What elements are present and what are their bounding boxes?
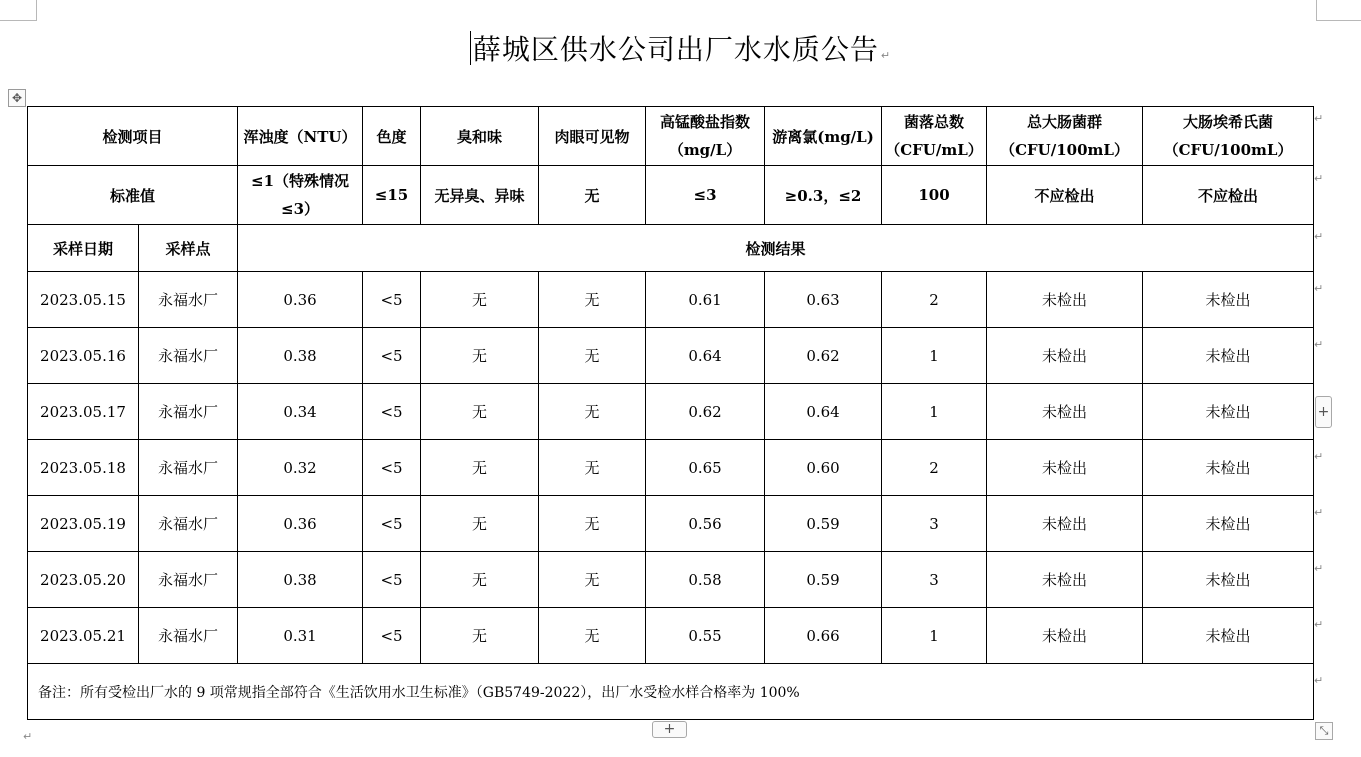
table-row xyxy=(28,384,1314,440)
standard-value[interactable]: 不应检出 xyxy=(1143,166,1314,225)
subheader-results[interactable]: 检测结果 xyxy=(238,225,1314,272)
table-row xyxy=(28,608,1314,664)
table-row xyxy=(28,496,1314,552)
result-cell[interactable]: <5 xyxy=(363,384,421,440)
result-cell[interactable]: 未检出 xyxy=(1143,328,1314,384)
table-row xyxy=(28,328,1314,384)
result-cell[interactable]: 0.66 xyxy=(765,608,882,664)
result-cell[interactable]: 无 xyxy=(421,384,539,440)
result-cell[interactable]: 0.65 xyxy=(646,440,765,496)
result-cell[interactable]: 0.34 xyxy=(238,384,363,440)
note-text[interactable]: 备注：所有受检出厂水的 9 项常规指全部符合《生活饮用水卫生标准》（GB5749-2022），出厂水受检水样合格率为 100% xyxy=(28,664,1314,720)
standard-value[interactable]: 无 xyxy=(539,166,646,225)
result-cell[interactable]: 无 xyxy=(539,496,646,552)
text-cursor xyxy=(470,31,471,65)
result-cell[interactable]: 0.59 xyxy=(765,552,882,608)
header-odor[interactable]: 臭和味 xyxy=(421,107,539,166)
standard-value[interactable]: ≤3 xyxy=(646,166,765,225)
result-cell[interactable]: 未检出 xyxy=(987,608,1143,664)
table-row xyxy=(28,440,1314,496)
result-cell[interactable]: 未检出 xyxy=(1143,272,1314,328)
sample-point[interactable]: 永福水厂 xyxy=(139,272,238,328)
row-end-mark: ↵ xyxy=(1314,172,1324,185)
standard-value[interactable]: 不应检出 xyxy=(987,166,1143,225)
document-title[interactable] xyxy=(0,28,1361,68)
result-cell[interactable]: <5 xyxy=(363,496,421,552)
water-quality-table xyxy=(27,106,1314,720)
result-cell[interactable]: 0.58 xyxy=(646,552,765,608)
result-cell[interactable]: 无 xyxy=(421,440,539,496)
add-row-button[interactable]: + xyxy=(652,721,687,738)
result-cell[interactable]: 未检出 xyxy=(987,552,1143,608)
result-cell[interactable]: 1 xyxy=(882,384,987,440)
subheader-date[interactable]: 采样日期 xyxy=(28,225,139,272)
result-cell[interactable]: 3 xyxy=(882,496,987,552)
result-cell[interactable]: 未检出 xyxy=(987,440,1143,496)
sample-point[interactable]: 永福水厂 xyxy=(139,496,238,552)
result-cell[interactable]: <5 xyxy=(363,328,421,384)
standard-value[interactable]: 无异臭、异味 xyxy=(421,166,539,225)
result-cell[interactable]: 未检出 xyxy=(987,272,1143,328)
standard-value[interactable]: 100 xyxy=(882,166,987,225)
note-row xyxy=(28,664,1314,720)
result-cell[interactable]: 无 xyxy=(421,328,539,384)
header-item-cell[interactable]: 检测项目 xyxy=(28,107,238,166)
row-end-mark: ↵ xyxy=(1314,674,1324,687)
paragraph-mark: ↵ xyxy=(23,730,33,743)
result-cell[interactable]: 未检出 xyxy=(1143,440,1314,496)
subheader-row xyxy=(28,225,1314,272)
row-end-mark: ↵ xyxy=(1314,506,1324,519)
result-cell[interactable]: 0.60 xyxy=(765,440,882,496)
result-cell[interactable]: 0.38 xyxy=(238,328,363,384)
result-cell[interactable]: 0.36 xyxy=(238,272,363,328)
result-cell[interactable]: <5 xyxy=(363,440,421,496)
result-cell[interactable]: 0.62 xyxy=(765,328,882,384)
add-column-button[interactable]: + xyxy=(1315,396,1332,428)
subheader-point[interactable]: 采样点 xyxy=(139,225,238,272)
result-cell[interactable]: 2 xyxy=(882,272,987,328)
result-cell[interactable]: 0.63 xyxy=(765,272,882,328)
sample-point[interactable]: 永福水厂 xyxy=(139,440,238,496)
result-cell[interactable]: 无 xyxy=(421,496,539,552)
result-cell[interactable]: 未检出 xyxy=(987,384,1143,440)
result-cell[interactable]: 无 xyxy=(421,272,539,328)
result-cell[interactable]: 未检出 xyxy=(1143,496,1314,552)
result-cell[interactable]: 未检出 xyxy=(1143,608,1314,664)
result-cell[interactable]: 无 xyxy=(421,608,539,664)
header-colony-count[interactable]: 菌落总数（CFU/mL） xyxy=(882,107,987,166)
sample-date[interactable]: 2023.05.16 xyxy=(28,328,139,384)
header-permanganate[interactable]: 高锰酸盐指数（mg/L） xyxy=(646,107,765,166)
result-cell[interactable]: 0.55 xyxy=(646,608,765,664)
result-cell[interactable]: 无 xyxy=(539,552,646,608)
row-end-mark: ↵ xyxy=(1314,112,1324,125)
sample-point[interactable]: 永福水厂 xyxy=(139,552,238,608)
result-cell[interactable]: 0.31 xyxy=(238,608,363,664)
table-resize-icon[interactable]: ⤡ xyxy=(1315,722,1333,740)
result-cell[interactable]: 1 xyxy=(882,608,987,664)
sample-date[interactable]: 2023.05.15 xyxy=(28,272,139,328)
header-turbidity[interactable]: 浑浊度（NTU） xyxy=(238,107,363,166)
result-cell[interactable]: 未检出 xyxy=(987,496,1143,552)
header-e-coli[interactable]: 大肠埃希氏菌（CFU/100mL） xyxy=(1143,107,1314,166)
result-cell[interactable]: 0.32 xyxy=(238,440,363,496)
result-cell[interactable]: 无 xyxy=(539,328,646,384)
standard-value[interactable]: ≤15 xyxy=(363,166,421,225)
result-cell[interactable]: 0.36 xyxy=(238,496,363,552)
header-free-chlorine[interactable]: 游离氯(mg/L) xyxy=(765,107,882,166)
header-row xyxy=(28,107,1314,166)
header-total-coliform[interactable]: 总大肠菌群（CFU/100mL） xyxy=(987,107,1143,166)
result-cell[interactable]: 无 xyxy=(539,384,646,440)
sample-point[interactable]: 永福水厂 xyxy=(139,608,238,664)
table-row xyxy=(28,552,1314,608)
result-cell[interactable]: <5 xyxy=(363,552,421,608)
result-cell[interactable]: 无 xyxy=(539,608,646,664)
standard-value[interactable]: ≤1（特殊情况≤3） xyxy=(238,166,363,225)
paragraph-mark: ↵ xyxy=(880,49,892,62)
result-cell[interactable]: 0.38 xyxy=(238,552,363,608)
result-cell[interactable]: 0.61 xyxy=(646,272,765,328)
header-color[interactable]: 色度 xyxy=(363,107,421,166)
standard-label[interactable]: 标准值 xyxy=(28,166,238,225)
row-end-mark: ↵ xyxy=(1314,230,1324,243)
page-corner-marker-left xyxy=(0,0,37,21)
result-cell[interactable]: 1 xyxy=(882,328,987,384)
result-cell[interactable]: 0.64 xyxy=(646,328,765,384)
result-cell[interactable]: 无 xyxy=(539,272,646,328)
sample-date[interactable]: 2023.05.21 xyxy=(28,608,139,664)
row-end-mark: ↵ xyxy=(1314,450,1324,463)
sample-date[interactable]: 2023.05.18 xyxy=(28,440,139,496)
sample-point[interactable]: 永福水厂 xyxy=(139,384,238,440)
result-cell[interactable]: 未检出 xyxy=(1143,552,1314,608)
sample-point[interactable]: 永福水厂 xyxy=(139,328,238,384)
table-move-icon[interactable]: ✥ xyxy=(8,89,26,107)
title-text: 薛城区供水公司出厂水水质公告 xyxy=(472,33,879,66)
result-cell[interactable]: 2 xyxy=(882,440,987,496)
row-end-mark: ↵ xyxy=(1314,282,1324,295)
result-cell[interactable]: 0.59 xyxy=(765,496,882,552)
result-cell[interactable]: 未检出 xyxy=(987,328,1143,384)
sample-date[interactable]: 2023.05.17 xyxy=(28,384,139,440)
standard-row xyxy=(28,166,1314,225)
result-cell[interactable]: 3 xyxy=(882,552,987,608)
row-end-mark: ↵ xyxy=(1314,562,1324,575)
row-end-mark: ↵ xyxy=(1314,338,1324,351)
sample-date[interactable]: 2023.05.19 xyxy=(28,496,139,552)
sample-date[interactable]: 2023.05.20 xyxy=(28,552,139,608)
result-cell[interactable]: <5 xyxy=(363,272,421,328)
standard-value[interactable]: ≥0.3，≤2 xyxy=(765,166,882,225)
page-corner-marker-right xyxy=(1316,0,1361,21)
result-cell[interactable]: 无 xyxy=(421,552,539,608)
result-cell[interactable]: 0.62 xyxy=(646,384,765,440)
result-cell[interactable]: 无 xyxy=(539,440,646,496)
result-cell[interactable]: 未检出 xyxy=(1143,384,1314,440)
result-cell[interactable]: 0.64 xyxy=(765,384,882,440)
header-visible-matter[interactable]: 肉眼可见物 xyxy=(539,107,646,166)
result-cell[interactable]: <5 xyxy=(363,608,421,664)
row-end-mark: ↵ xyxy=(1314,618,1324,631)
result-cell[interactable]: 0.56 xyxy=(646,496,765,552)
table-row xyxy=(28,272,1314,328)
